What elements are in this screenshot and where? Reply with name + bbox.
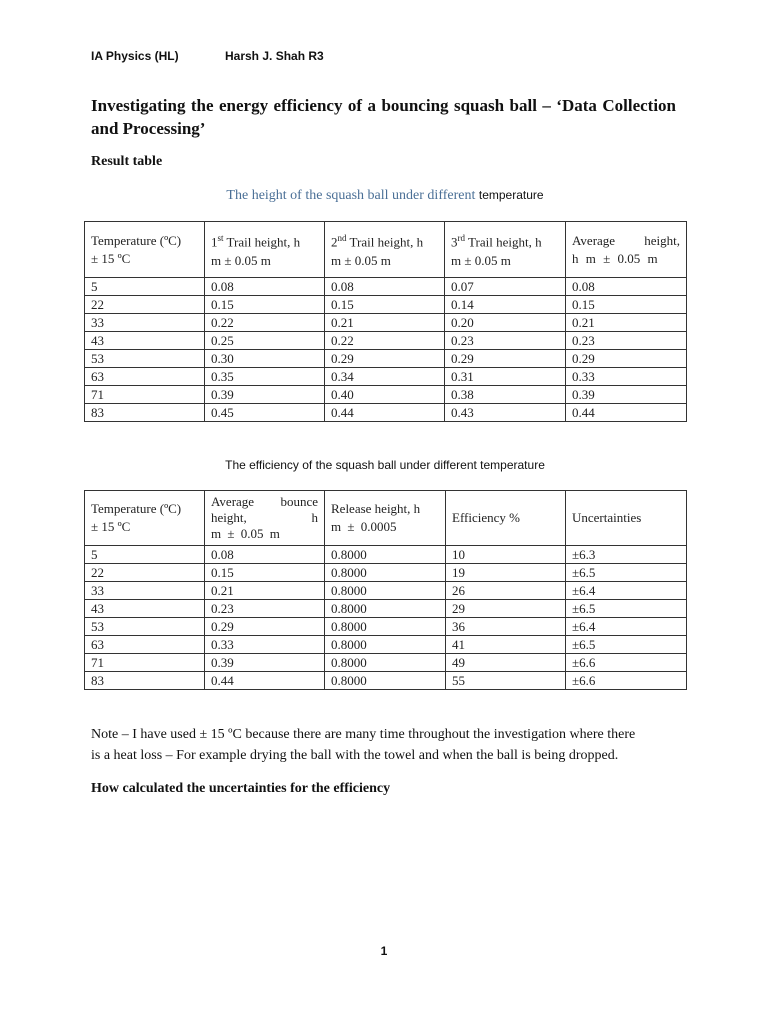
table-cell: 0.15	[566, 296, 687, 314]
table1-caption-end: temperature	[478, 188, 544, 202]
table-row	[85, 546, 687, 564]
table-cell: 63	[85, 368, 205, 386]
header-cell: 2nd Trail height, h m ± 0.05 m	[325, 222, 445, 278]
table-cell: 0.30	[205, 350, 325, 368]
table-cell: 0.08	[566, 278, 687, 296]
table-cell: 0.23	[445, 332, 566, 350]
table-cell: 0.34	[325, 368, 445, 386]
table-cell: 0.8000	[325, 672, 446, 690]
table-row	[85, 600, 687, 618]
efficiency-table	[84, 490, 687, 690]
table-cell: 0.8000	[325, 582, 446, 600]
header-cell: Temperature (ºC) ± 15 ºC	[85, 491, 205, 546]
table-cell: 0.44	[205, 672, 325, 690]
header-cell: Efficiency %	[446, 491, 566, 546]
table-cell: 43	[85, 600, 205, 618]
table-cell: 55	[446, 672, 566, 690]
table-row	[85, 564, 687, 582]
table-cell: 0.29	[325, 350, 445, 368]
table-cell: 0.29	[205, 618, 325, 636]
table-cell: 0.44	[325, 404, 445, 422]
table-header-row	[85, 222, 687, 278]
table-cell: 71	[85, 386, 205, 404]
table-cell: 0.07	[445, 278, 566, 296]
table-cell: 0.8000	[325, 654, 446, 672]
table-cell: 0.39	[205, 386, 325, 404]
document-title: Investigating the energy efficiency of a bouncing squash ball – ‘Data Collection and Processing’	[91, 96, 676, 138]
table-cell: 0.15	[205, 296, 325, 314]
table-row	[85, 296, 687, 314]
table-cell: ±6.4	[566, 618, 687, 636]
table-row	[85, 386, 687, 404]
table-cell: 0.21	[566, 314, 687, 332]
table-cell: 0.45	[205, 404, 325, 422]
table-cell: 0.39	[566, 386, 687, 404]
table-cell: 5	[85, 278, 205, 296]
table-cell: 22	[85, 564, 205, 582]
table-cell: 0.35	[205, 368, 325, 386]
table-cell: 10	[446, 546, 566, 564]
table-cell: 0.39	[205, 654, 325, 672]
table-cell: 0.25	[205, 332, 325, 350]
height-table	[84, 221, 687, 422]
table-row	[85, 368, 687, 386]
table-cell: 83	[85, 404, 205, 422]
section-heading-result-table: Result table	[91, 154, 163, 169]
table-cell: 0.38	[445, 386, 566, 404]
table-cell: 26	[446, 582, 566, 600]
table-cell: 29	[446, 600, 566, 618]
header-cell: 3rd Trail height, h m ± 0.05 m	[445, 222, 566, 278]
table-cell: 0.23	[566, 332, 687, 350]
table-row	[85, 618, 687, 636]
table-cell: 0.43	[445, 404, 566, 422]
page-number: 1	[380, 944, 388, 958]
note-line-1: Note – I have used ± 15 ºC because there are many time throughout the investigation where there	[91, 727, 636, 742]
table-cell: ±6.5	[566, 600, 687, 618]
table-cell: 0.22	[205, 314, 325, 332]
table-cell: 0.08	[205, 546, 325, 564]
table-row	[85, 636, 687, 654]
table-cell: 53	[85, 350, 205, 368]
table-cell: ±6.5	[566, 636, 687, 654]
table-row	[85, 332, 687, 350]
table-cell: 0.8000	[325, 600, 446, 618]
table-cell: ±6.6	[566, 672, 687, 690]
table-row	[85, 404, 687, 422]
header-course: IA Physics (HL)	[91, 49, 179, 63]
table-cell: 0.29	[566, 350, 687, 368]
section-heading-uncertainties: How calculated the uncertainties for the efficiency	[91, 781, 391, 796]
table-cell: 0.33	[205, 636, 325, 654]
table-row	[85, 314, 687, 332]
table-cell: 0.15	[205, 564, 325, 582]
table-cell: 0.8000	[325, 636, 446, 654]
table-row	[85, 278, 687, 296]
table-cell: 0.14	[445, 296, 566, 314]
table-row	[85, 654, 687, 672]
table1-caption	[84, 188, 686, 204]
header-cell: Temperature (ºC) ± 15 ºC	[85, 222, 205, 278]
table-cell: 0.33	[566, 368, 687, 386]
header-author: Harsh J. Shah R3	[225, 49, 324, 63]
header-cell: Release height, h m ± 0.0005	[325, 491, 446, 546]
table-cell: 0.20	[445, 314, 566, 332]
table-header-row	[85, 491, 687, 546]
header-cell: 1st Trail height, h m ± 0.05 m	[205, 222, 325, 278]
table-cell: 83	[85, 672, 205, 690]
table-cell: 5	[85, 546, 205, 564]
table-row	[85, 582, 687, 600]
table-cell: 0.40	[325, 386, 445, 404]
table-cell: 0.8000	[325, 546, 446, 564]
table-cell: 53	[85, 618, 205, 636]
table-cell: 71	[85, 654, 205, 672]
table-cell: 0.44	[566, 404, 687, 422]
table-cell: 63	[85, 636, 205, 654]
table-cell: ±6.4	[566, 582, 687, 600]
table-cell: 36	[446, 618, 566, 636]
table2-caption: The efficiency of the squash ball under different temperature	[225, 458, 545, 472]
table-cell: ±6.6	[566, 654, 687, 672]
table1-caption-main: The height of the squash ball under different	[226, 188, 476, 203]
table-cell: 33	[85, 314, 205, 332]
table-row	[85, 350, 687, 368]
table-cell: 0.31	[445, 368, 566, 386]
table-cell: 19	[446, 564, 566, 582]
table-row	[85, 672, 687, 690]
table-cell: 49	[446, 654, 566, 672]
table-cell: 0.8000	[325, 618, 446, 636]
table-cell: 0.8000	[325, 564, 446, 582]
table-cell: 22	[85, 296, 205, 314]
table-cell: ±6.5	[566, 564, 687, 582]
table-cell: 0.08	[205, 278, 325, 296]
header-cell: Average bounce height, h m ± 0.05 m	[205, 491, 325, 546]
table-cell: 0.29	[445, 350, 566, 368]
table-cell: ±6.3	[566, 546, 687, 564]
table-cell: 43	[85, 332, 205, 350]
table-cell: 0.23	[205, 600, 325, 618]
table-cell: 0.08	[325, 278, 445, 296]
table-cell: 0.21	[325, 314, 445, 332]
note-line-2: is a heat loss – For example drying the ball with the towel and when the ball is being dropped.	[91, 748, 619, 763]
table-cell: 0.21	[205, 582, 325, 600]
header-cell: Average height, h m ± 0.05 m	[566, 222, 687, 278]
table-cell: 41	[446, 636, 566, 654]
table-cell: 33	[85, 582, 205, 600]
table-cell: 0.15	[325, 296, 445, 314]
header-cell: Uncertainties	[566, 491, 687, 546]
table-cell: 0.22	[325, 332, 445, 350]
